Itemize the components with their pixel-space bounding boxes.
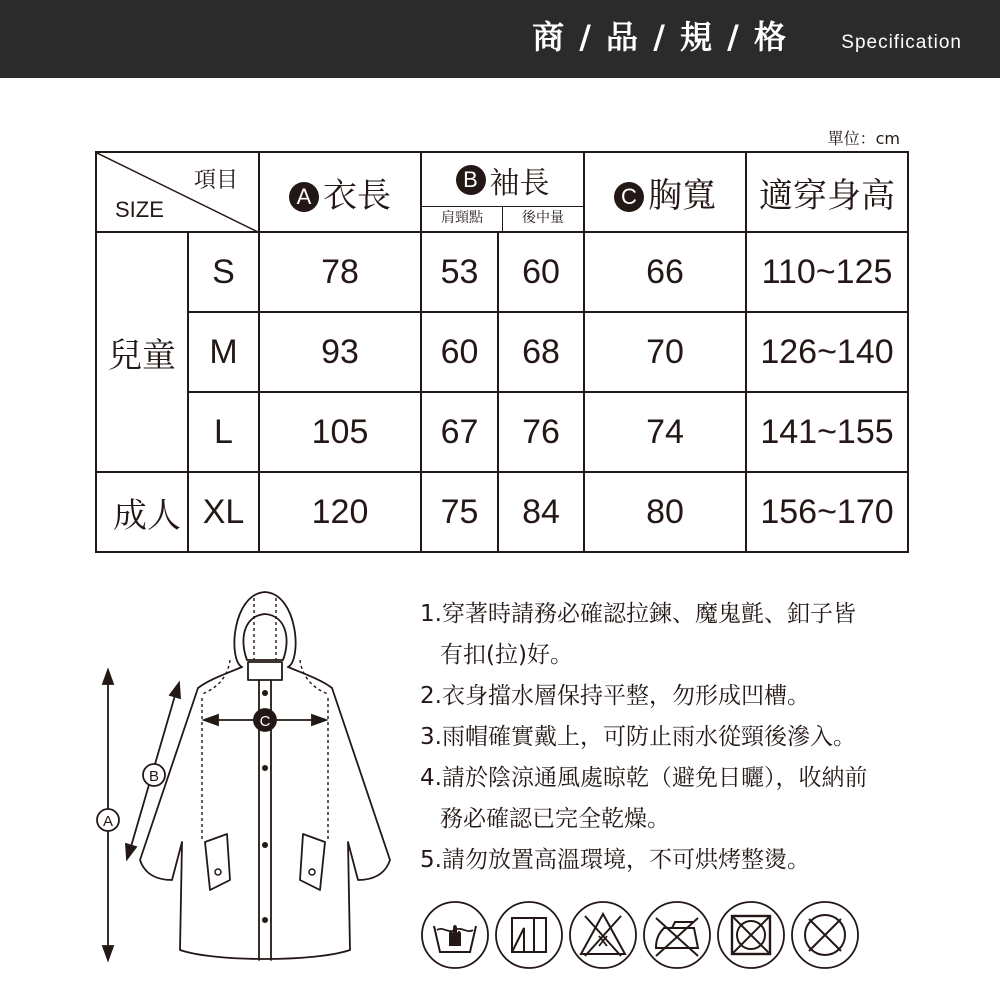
chest-cell: 66 [584,232,746,312]
sleeve-back-cell: 68 [498,312,584,392]
header-sleeve-back: 後中量 [522,209,564,226]
length-cell: 78 [259,232,421,312]
corner-size-label: SIZE [115,197,164,222]
header-chest-label: 胸寬 [648,175,716,216]
no-tumble-dry-icon [716,900,786,970]
height-cell: 156~170 [746,472,908,552]
group-adult: 成人 [96,472,188,552]
header-length [259,152,421,232]
sleeve-back-cell: 84 [498,472,584,552]
svg-text:B: B [148,768,160,785]
svg-text:C: C [259,713,271,730]
header-chest [584,152,746,232]
note-line: 5.請勿放置高溫環境，不可烘烤整燙。 [420,847,810,873]
header-sleeve-label: 袖長 [489,165,550,201]
note-line: 4.請於陰涼通風處晾乾（避免日曬），收納前 [420,765,868,791]
header-sleeve [421,152,584,232]
raincoat-diagram [90,580,400,985]
height-cell: 126~140 [746,312,908,392]
length-cell: 105 [259,392,421,472]
corner-cell [96,152,259,232]
header-length-label: 衣長 [323,175,391,216]
table-row [96,232,908,312]
size-cell: XL [188,472,259,552]
header-bar [0,0,1000,78]
sleeve-shoulder-cell: 53 [421,232,498,312]
table-row [96,312,908,392]
note-line: 2.衣身擋水層保持平整，勿形成凹槽。 [420,683,810,709]
chest-cell: 70 [584,312,746,392]
page-subtitle: Specification [841,32,962,53]
height-cell: 110~125 [746,232,908,312]
length-cell: 93 [259,312,421,392]
size-cell: L [188,392,259,472]
header-sleeve-shoulder: 肩頸點 [422,207,503,231]
hand-wash-icon [420,900,490,970]
no-iron-icon [642,900,712,970]
diagram-label-a [97,809,119,831]
corner-item-label: 項目 [193,168,238,193]
no-dry-clean-icon [790,900,860,970]
unit-label: 單位：cm [827,129,900,148]
group-kids: 兒童 [96,232,188,472]
sleeve-back-cell: 60 [498,232,584,312]
no-bleach-icon [568,900,638,970]
diagram-label-c [254,709,276,731]
diagram-label-b [143,764,165,786]
badge-b: B [456,165,486,195]
note-line: 有扣(拉)好。 [440,642,573,668]
size-table [95,151,909,553]
chest-cell: 74 [584,392,746,472]
badge-a: A [289,182,319,212]
badge-c: C [614,182,644,212]
care-notes [420,594,980,881]
size-cell: M [188,312,259,392]
length-cell: 120 [259,472,421,552]
care-icons [420,900,860,970]
height-cell: 141~155 [746,392,908,472]
sleeve-back-cell: 76 [498,392,584,472]
page-title: 商 / 品 / 規 / 格 [532,18,788,56]
sleeve-shoulder-cell: 75 [421,472,498,552]
note-line: 3.雨帽確實戴上，可防止雨水從頸後滲入。 [420,724,856,750]
note-line: 務必確認已完全乾燥。 [440,806,670,832]
svg-text:A: A [102,813,114,830]
header-height-label: 適穿身高 [759,175,895,216]
size-cell: S [188,232,259,312]
chest-cell: 80 [584,472,746,552]
table-row [96,472,908,552]
table-row [96,392,908,472]
sleeve-shoulder-cell: 60 [421,312,498,392]
shade-dry-icon [494,900,564,970]
sleeve-shoulder-cell: 67 [421,392,498,472]
table-header-row [96,152,908,232]
note-line: 1.穿著時請務必確認拉鍊、魔鬼氈、釦子皆 [420,601,856,627]
header-height [746,152,908,232]
